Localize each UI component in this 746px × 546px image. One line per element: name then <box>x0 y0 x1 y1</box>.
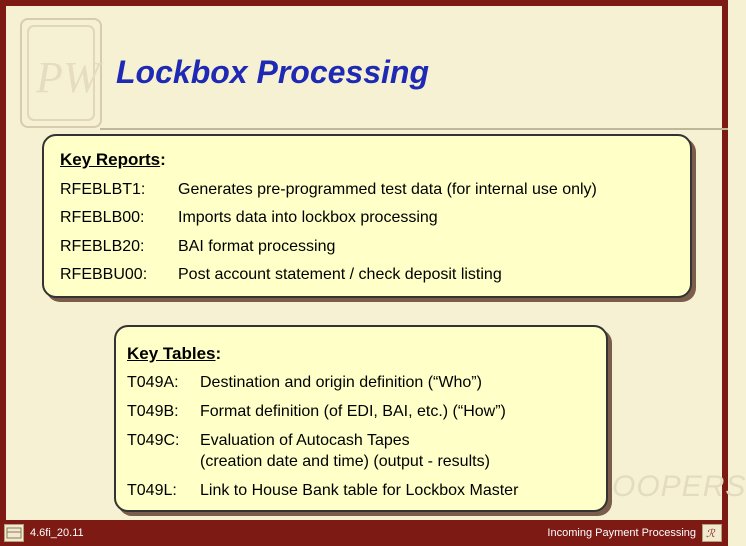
svg-text:ℛ: ℛ <box>706 528 715 540</box>
title-divider <box>100 128 728 130</box>
logo-text: PW <box>36 53 100 102</box>
footer-caption: Incoming Payment Processing <box>547 527 696 539</box>
table-code: T049B: <box>127 403 179 420</box>
table-description: Format definition (of EDI, BAI, etc.) (“How”) <box>200 403 506 420</box>
key-reports-heading <box>60 150 166 170</box>
report-description: Generates pre-programmed test data (for internal use only) <box>178 181 597 198</box>
key-tables-heading-label: Key Tables <box>127 344 216 363</box>
key-reports-panel <box>42 134 692 298</box>
table-description: Link to House Bank table for Lockbox Master <box>200 482 519 499</box>
watermark-text: OOPERS <box>612 470 746 503</box>
report-description: Imports data into lockbox processing <box>178 209 438 226</box>
slide-number: 4.6fi_20.11 <box>30 527 84 539</box>
table-code: T049L: <box>127 482 177 499</box>
report-code: RFEBBU00: <box>60 266 148 283</box>
footer-bar <box>0 520 728 546</box>
right-frame-bar <box>722 0 728 546</box>
report-code: RFEBLB00: <box>60 209 145 226</box>
table-description: Destination and origin definition (“Who”) <box>200 374 482 391</box>
pw-logo <box>20 18 102 128</box>
report-description: Post account statement / check deposit listing <box>178 266 502 283</box>
logo-small-icon <box>702 524 722 542</box>
left-frame-bar <box>0 0 6 546</box>
key-reports-heading-colon: : <box>160 150 166 169</box>
table-description-line2: (creation date and time) (output - results) <box>200 453 490 470</box>
table-code: T049C: <box>127 432 180 449</box>
top-frame-bar <box>0 0 728 6</box>
report-code: RFEBLB20: <box>60 238 145 255</box>
key-tables-panel <box>114 325 608 512</box>
key-tables-heading <box>127 344 221 364</box>
page-title: Lockbox Processing <box>116 54 429 90</box>
table-code: T049A: <box>127 374 179 391</box>
slide-icon <box>4 524 24 542</box>
key-tables-heading-colon: : <box>215 344 222 363</box>
table-description: Evaluation of Autocash Tapes <box>200 432 410 449</box>
pw-logo-icon <box>22 20 100 126</box>
report-description: BAI format processing <box>178 238 336 255</box>
key-reports-heading-label: Key Reports <box>60 150 161 169</box>
report-code: RFEBLBT1: <box>60 181 146 198</box>
